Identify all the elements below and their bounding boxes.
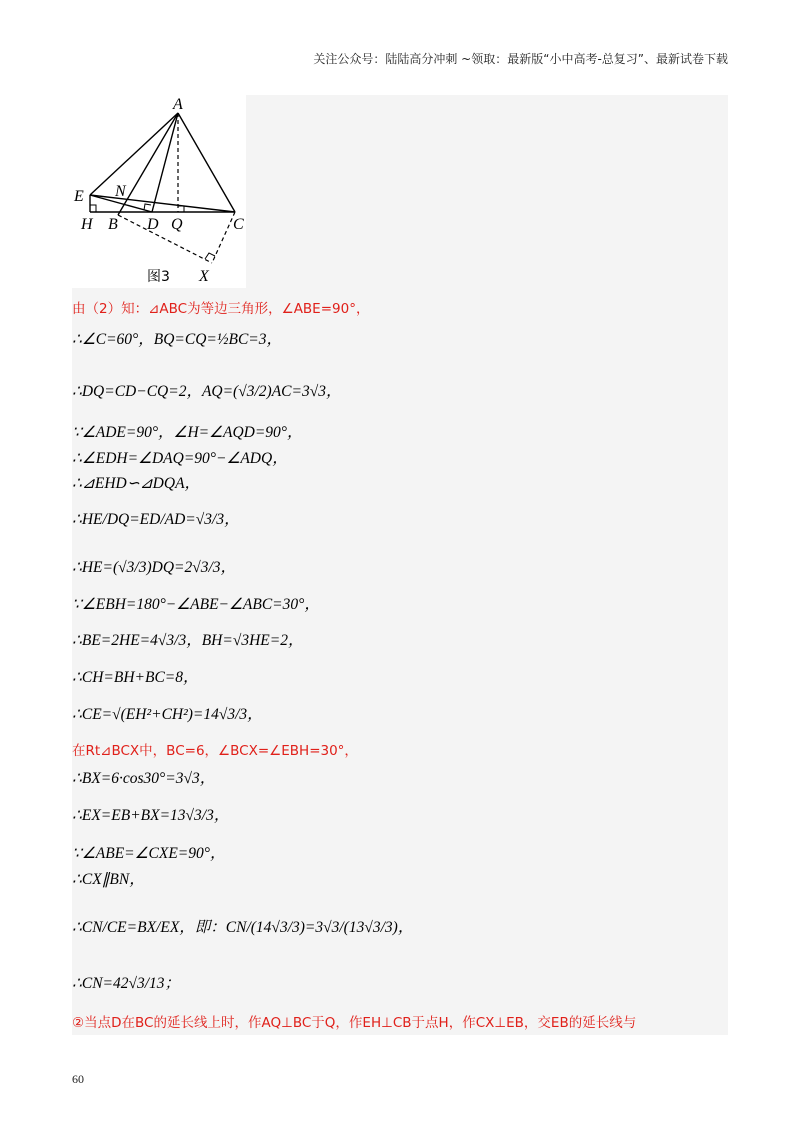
right-angle-D: [144, 204, 151, 210]
step-line-15-text: ∴EX=EB+BX=13√3/3，: [72, 807, 230, 824]
step-line-18-text: ∴CN/CE=BX/EX，即：CN/(14√3/3)=3√3/(13√3/3)，: [72, 919, 414, 936]
step-line-14-text: ∴BX=6·cos30°=3√3，: [72, 770, 216, 787]
step-line-10: [72, 633, 303, 649]
step-line-20: [72, 1016, 636, 1031]
label-B: B: [108, 216, 118, 233]
step-line-8-text: ∴HE=(√3/3)DQ=2√3/3，: [72, 559, 237, 576]
step-line-18: [72, 920, 413, 936]
step-line-5: [72, 451, 288, 467]
segment-AE: [90, 113, 178, 195]
step-line-9-text: ∵∠EBH=180°−∠ABE−∠ABC=30°，: [72, 596, 320, 613]
step-line-8: [72, 560, 236, 576]
step-line-11: [72, 670, 199, 686]
step-line-19: [72, 976, 180, 992]
step-line-7-text: ∴HE/DQ=ED/AD=√3/3，: [72, 511, 240, 528]
label-N: N: [115, 183, 126, 200]
segment-AC: [178, 113, 235, 212]
step-line-16-text: ∵∠ABE=∠CXE=90°，: [72, 845, 226, 862]
page-number: 60: [72, 1072, 84, 1086]
step-line-4-text: ∵∠ADE=90°，∠H=∠AQD=90°，: [72, 424, 303, 441]
step-line-11-text: ∴CH=BH+BC=8，: [72, 669, 199, 686]
step-line-17-text: ∴CX∥BN，: [72, 871, 145, 888]
step-line-6: [72, 476, 200, 492]
segment-CX-dashed: [212, 212, 235, 263]
step-line-15: [72, 808, 229, 824]
page-header: 关注公众号：陆陆高分冲刺 ~领取：最新版“小中高考-总复习”、最新试卷下载: [313, 52, 728, 66]
step-line-6-text: ∴⊿EHD∽⊿DQA，: [72, 475, 201, 492]
label-C: C: [233, 216, 244, 233]
step-line-12: [72, 707, 263, 723]
label-Q: Q: [171, 216, 183, 233]
step-line-4: [72, 425, 303, 441]
segment-BX-dashed: [118, 215, 212, 263]
label-E: E: [74, 188, 84, 205]
step-line-2: [72, 332, 282, 348]
figure-svg: [72, 95, 246, 288]
step-line-3: [72, 384, 341, 400]
label-A: A: [173, 96, 183, 113]
step-line-17: [72, 872, 145, 888]
step-line-12-text: ∴CE=√(EH²+CH²)=14√3/3，: [72, 706, 263, 723]
right-angle-X: [205, 253, 215, 259]
label-H: H: [81, 216, 93, 233]
segment-EC: [90, 195, 235, 212]
right-angle-Q: [178, 206, 184, 212]
step-line-5-text: ∴∠EDH=∠DAQ=90°−∠ADQ，: [72, 450, 288, 467]
right-angle-H: [90, 205, 96, 212]
step-line-20-text: ②当点D在BC的延长线上时，作AQ⊥BC于Q，作EH⊥CB于点H，作CX⊥EB，交EB的延长线与: [72, 1015, 637, 1031]
geometry-figure: [72, 95, 246, 288]
label-X: X: [199, 268, 209, 285]
label-D: D: [147, 216, 159, 233]
figure-caption: 图3: [147, 269, 170, 285]
step-line-7: [72, 512, 240, 528]
step-line-2-text: ∴∠C=60°，BQ=CQ=½BC=3，: [72, 331, 283, 348]
step-line-1-text: 由（2）知：⊿ABC为等边三角形，∠ABE=90°，: [72, 301, 370, 317]
step-line-13-text: 在Rt⊿BCX中，BC=6，∠BCX=∠EBH=30°，: [72, 743, 358, 759]
step-line-10-text: ∴BE=2HE=4√3/3，BH=√3HE=2，: [72, 632, 304, 649]
step-line-19-text: ∴CN=42√3/13；: [72, 975, 181, 992]
step-line-3-text: ∴DQ=CD−CQ=2，AQ=(√3/2)AC=3√3，: [72, 383, 342, 400]
step-line-9: [72, 597, 320, 613]
segment-AD: [152, 113, 178, 212]
step-line-1: [72, 302, 369, 317]
step-line-13: [72, 744, 358, 759]
step-line-14: [72, 771, 215, 787]
step-line-16: [72, 846, 225, 862]
